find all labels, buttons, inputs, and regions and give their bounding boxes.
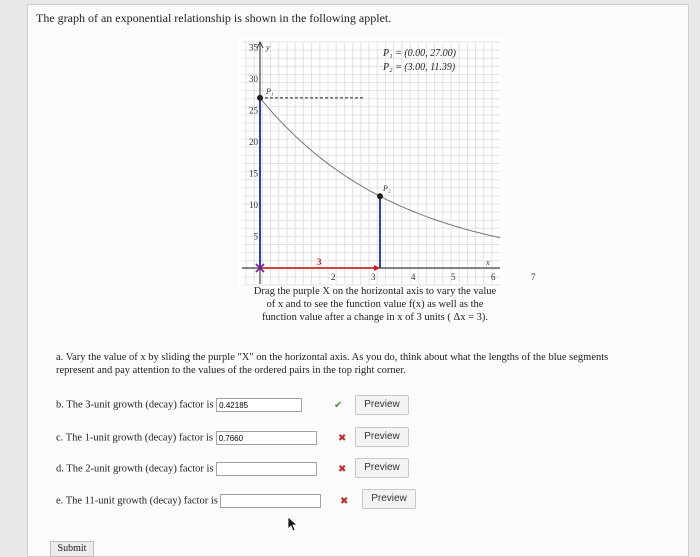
p1-label: P₁ [266,86,274,96]
preview-button-e[interactable]: Preview [362,489,416,509]
preview-button-c[interactable]: Preview [355,427,409,447]
submit-button[interactable]: Submit [50,541,94,557]
y-tick-label: 25 [249,105,258,116]
row-label: c. The 1-unit growth (decay) factor is [56,432,213,444]
y-tick-label: 15 [249,168,258,179]
answer-input-2-unit[interactable] [216,462,317,476]
y-tick-label: 10 [249,200,258,210]
x-tick-label: 3 [371,272,376,282]
preview-button-b[interactable]: Preview [355,395,409,415]
intro-text: The graph of an exponential relationship is shown in the following applet. [36,11,392,25]
row-label: b. The 3-unit growth (decay) factor is [56,399,214,411]
incorrect-icon: ✖ [338,464,347,475]
p2-readout: P₂ = (3.00, 11.39) [383,62,456,73]
correct-icon: ✔ [334,400,343,411]
answer-input-11-unit[interactable] [220,494,321,508]
x-tick-label: 7 [531,272,536,282]
x-axis-label: x [486,258,490,267]
x-tick-label: 2 [331,272,336,282]
incorrect-icon: ✖ [340,496,349,507]
y-tick-label: 35 [249,42,258,53]
x-tick-label: 4 [411,272,416,282]
p2-label: P₂ [383,184,391,194]
applet-caption: Drag the purple X on the horizontal axis to vary the value of x and to see the function value f(x) as well as the function value after a change in x of 3 units ( Δx = 3). [253,286,497,323]
row-label: d. The 2-unit growth (decay) factor is [56,463,214,475]
mouse-cursor-icon [287,516,299,532]
x-tick-label: 5 [451,272,456,282]
p1-readout: P₁ = (0.00, 27.00) [383,48,456,59]
incorrect-icon: ✖ [338,433,347,444]
row-11-unit-factor [56,494,321,508]
graph-applet[interactable] [238,38,536,288]
delta-label: 3 [317,257,322,267]
preview-button-d[interactable]: Preview [355,458,409,478]
row-3-unit-factor [56,398,302,412]
point-p2 [377,193,383,199]
y-tick-label: 20 [249,137,258,147]
graph-canvas[interactable] [238,38,536,288]
x-tick-label: 6 [491,272,496,282]
answer-input-1-unit[interactable] [216,431,317,445]
y-axis-label: y [266,43,270,52]
row-2-unit-factor [56,462,317,476]
answer-input-3-unit[interactable] [216,398,302,412]
row-1-unit-factor [56,431,317,445]
point-p1 [257,95,263,101]
row-label: e. The 11-unit growth (decay) factor is [56,495,218,507]
y-tick-label: 30 [249,74,258,84]
y-tick-label: 5 [253,231,258,242]
question-a: a. Vary the value of x by sliding the purple "X" on the horizontal axis. As you do, think about what the lengths of the blue segments represent and pay attention to the values of the ordered pairs in the top right corner. [56,352,609,376]
